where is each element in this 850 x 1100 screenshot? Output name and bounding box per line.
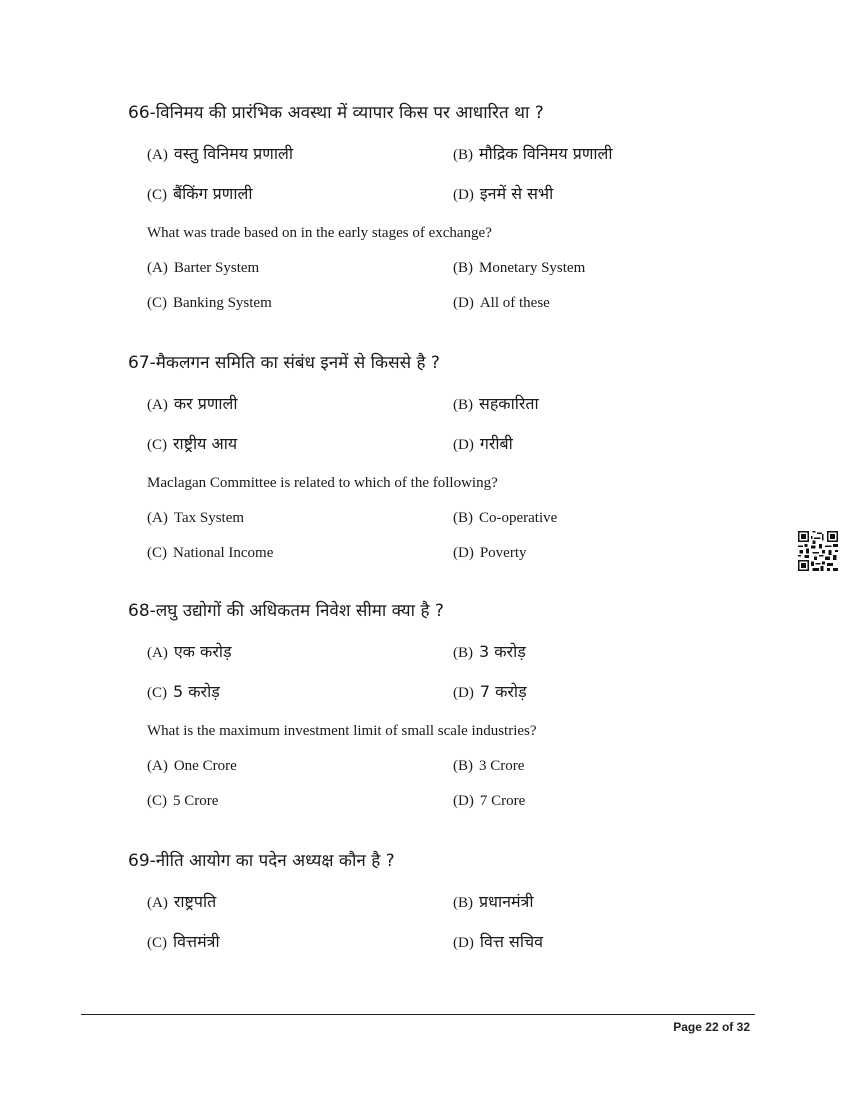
question-66 xyxy=(128,101,768,327)
option-d-english: (D) 7 Crore xyxy=(453,793,526,809)
option-b-english: (B) 3 Crore xyxy=(453,758,525,774)
option-c-english: (C) Banking System xyxy=(147,295,272,311)
option-c-hindi: (C) बैंकिंग प्रणाली xyxy=(147,184,253,203)
option-d-english: (D) All of these xyxy=(453,295,550,311)
option-a-hindi: (A) राष्ट्रपति xyxy=(147,892,217,911)
option-d-hindi: (D) 7 करोड़ xyxy=(453,682,527,701)
option-b-hindi: (B) मौद्रिक विनिमय प्रणाली xyxy=(453,144,613,163)
question-title-english: What was trade based on in the early stages of exchange? xyxy=(147,225,492,241)
option-row xyxy=(128,393,768,433)
option-row xyxy=(128,931,768,971)
option-row xyxy=(128,891,768,931)
option-d-hindi: (D) वित्त सचिव xyxy=(453,932,544,951)
option-c-hindi: (C) वित्तमंत्री xyxy=(147,932,220,951)
question-title-hindi: 67-मैकलगन समिति का संबंध इनमें से किससे है ? xyxy=(128,353,440,373)
option-row xyxy=(128,542,768,577)
option-row xyxy=(128,790,768,825)
qr-code-icon xyxy=(798,531,838,571)
option-a-hindi: (A) वस्तु विनिमय प्रणाली xyxy=(147,144,293,163)
option-row xyxy=(128,507,768,542)
option-a-english: (A) Barter System xyxy=(147,260,260,276)
option-d-english: (D) Poverty xyxy=(453,545,527,561)
option-c-english: (C) National Income xyxy=(147,545,274,561)
option-row xyxy=(128,681,768,721)
option-b-english: (B) Monetary System xyxy=(453,260,586,276)
question-title-hindi: 69-नीति आयोग का पदेन अध्यक्ष कौन है ? xyxy=(128,851,395,871)
option-c-english: (C) 5 Crore xyxy=(147,793,219,809)
option-row xyxy=(128,433,768,473)
footer-divider xyxy=(81,1014,755,1015)
question-title-english: Maclagan Committee is related to which of the following? xyxy=(147,475,498,491)
question-title-hindi: 68-लघु उद्योगों की अधिकतम निवेश सीमा क्या है ? xyxy=(128,601,444,621)
option-row xyxy=(128,143,768,183)
option-c-hindi: (C) राष्ट्रीय आय xyxy=(147,434,238,453)
option-row xyxy=(128,755,768,790)
question-67 xyxy=(128,351,768,577)
option-d-hindi: (D) इनमें से सभी xyxy=(453,184,554,203)
option-b-english: (B) Co-operative xyxy=(453,510,558,526)
option-row xyxy=(128,641,768,681)
option-a-hindi: (A) एक करोड़ xyxy=(147,642,232,661)
option-a-english: (A) Tax System xyxy=(147,510,245,526)
option-row xyxy=(128,183,768,223)
option-d-hindi: (D) गरीबी xyxy=(453,434,513,453)
option-a-english: (A) One Crore xyxy=(147,758,237,774)
option-c-hindi: (C) 5 करोड़ xyxy=(147,682,220,701)
option-b-hindi: (B) प्रधानमंत्री xyxy=(453,892,534,911)
option-b-hindi: (B) 3 करोड़ xyxy=(453,642,526,661)
question-title-hindi: 66-विनिमय की प्रारंभिक अवस्था में व्यापार किस पर आधारित था ? xyxy=(128,103,544,123)
question-69 xyxy=(128,849,768,971)
option-row xyxy=(128,257,768,292)
option-a-hindi: (A) कर प्रणाली xyxy=(147,394,238,413)
question-title-english: What is the maximum investment limit of small scale industries? xyxy=(147,723,537,739)
option-b-hindi: (B) सहकारिता xyxy=(453,394,539,413)
page-number: Page 22 of 32 xyxy=(673,1020,750,1034)
option-row xyxy=(128,292,768,327)
question-68 xyxy=(128,599,768,825)
